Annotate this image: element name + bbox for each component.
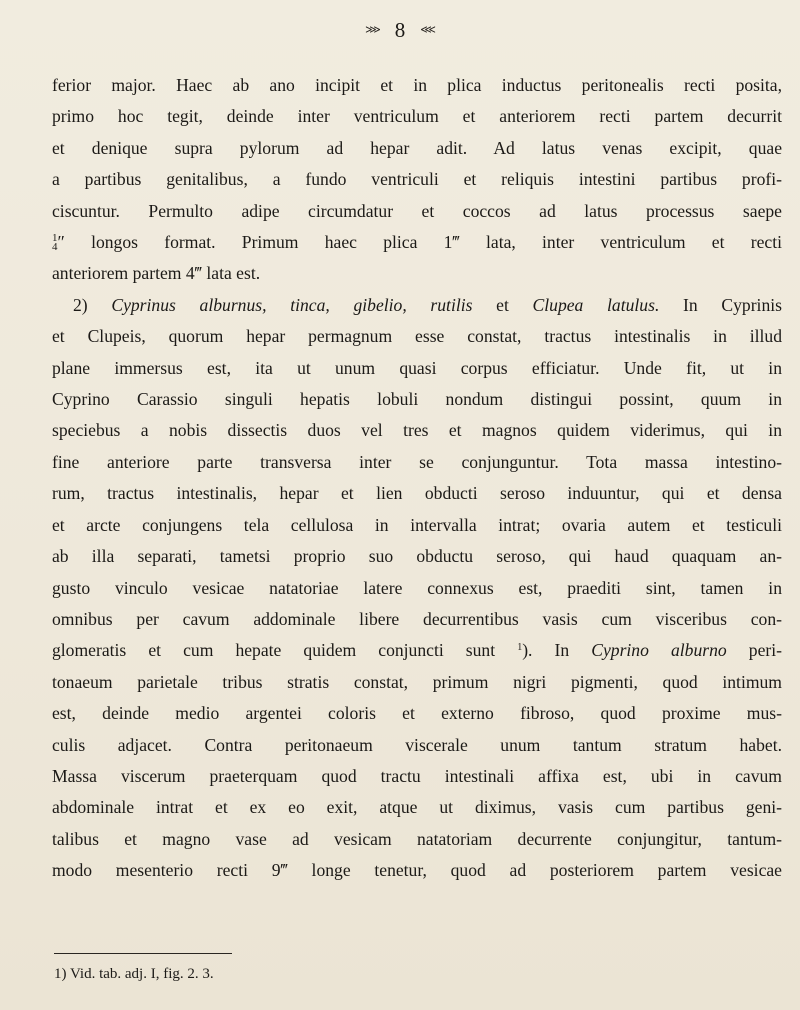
text-line-5: ciscuntur. Permulto adipe circumdatur et coccos ad latus processus saepe — [52, 200, 782, 221]
text-line-19-end: peri- — [726, 640, 782, 661]
text-line-24: abdominale intrat et ex eo exit, atque ut diximus, vasis cum partibus geni- — [52, 797, 782, 818]
text-line-7: anteriorem partem 4‴ lata est. — [52, 263, 261, 284]
text-line-6-body: ″ longos format. Primum haec plica 1‴ lata, inter ventriculum et recti — [57, 232, 782, 253]
text-line-19 — [52, 635, 782, 666]
text-line-19-mid: ). In — [522, 640, 592, 661]
text-line-19-start: glomeratis et cum hepate quidem conjuncti sunt — [52, 640, 518, 661]
text-line-15: et arcte conjungens tela cellulosa in intervalla intrat; ovaria autem et testiculi — [52, 514, 782, 535]
page-number: 8 — [394, 18, 406, 43]
text-line-9: et Clupeis, quorum hepar permagnum esse constat, tractus intestinalis in illud — [52, 326, 782, 347]
footnote-divider — [54, 953, 232, 954]
main-text — [52, 70, 782, 887]
text-line-22: culis adjacet. Contra peritonaeum viscerale unum tantum stratum habet. — [52, 734, 782, 755]
text-line-17: gusto vinculo vesicae natatoriae latere connexus est, praediti sint, tamen in — [52, 577, 782, 598]
text-line-11: Cyprino Carassio singuli hepatis lobuli nondum distingui possint, quum in — [52, 389, 782, 410]
species-clupea: Clupea latulus. — [532, 294, 660, 315]
text-line-1: ferior major. Haec ab ano incipit et in plica inductus peritonealis recti posita, — [52, 75, 782, 95]
text-line-23: Massa viscerum praeterquam quod tractu intestinali affixa est, ubi in cavum — [52, 765, 782, 786]
text-line-2: primo hoc tegit, deinde inter ventriculum et anteriorem recti partem decurrit — [52, 106, 782, 127]
text-line-14: rum, tractus intestinalis, hepar et lien obducti seroso induuntur, qui et densa — [52, 483, 782, 504]
species-cyprino-alburno: Cyprino alburno — [591, 640, 727, 661]
text-line-13: fine anteriore parte transversa inter se conjunguntur. Tota massa intestino- — [52, 451, 782, 472]
fraction-numerator: 1 — [52, 232, 58, 245]
footnote-reference: 1 — [517, 642, 523, 654]
text-line-16: ab illa separati, tametsi proprio suo obductu seroso, qui haud quaquam an- — [52, 546, 782, 567]
text-line-8-conj: et — [472, 294, 533, 315]
text-line-12: speciebus a nobis dissectis duos vel tres et magnos quidem viderimus, qui in — [52, 420, 782, 441]
page-header — [0, 16, 800, 43]
species-names: Cyprinus alburnus, tinca, gibelio, rutilis — [111, 294, 473, 315]
text-line-8 — [52, 290, 782, 321]
text-line-26: modo mesenterio recti 9‴ longe tenetur, quod ad posteriorem partem vesicae — [52, 860, 782, 881]
text-line-20: tonaeum parietale tribus stratis constat, primum nigri pigmenti, quod intimum — [52, 671, 782, 692]
fraction-denominator: 4 — [52, 241, 58, 254]
text-line-25: talibus et magno vase ad vesicam natatoriam decurrente conjungitur, tantum- — [52, 828, 782, 849]
header-ornament-left: ⋙ — [365, 24, 380, 37]
text-line-18: omnibus per cavum addominale libere decurrentibus vasis cum visceribus con- — [52, 608, 782, 629]
text-line-21: est, deinde medio argentei coloris et externo fibroso, quod proxime mus- — [52, 703, 782, 724]
header-ornament-right: ⋘ — [420, 24, 435, 37]
text-line-4: a partibus genitalibus, a fundo ventriculi et reliquis intestini partibus profi- — [52, 169, 782, 190]
text-line-3: et denique supra pylorum ad hepar adit. Ad latus venas excipit, quae — [52, 137, 782, 158]
footnote: 1) Vid. tab. adj. I, fig. 2. 3. — [54, 966, 214, 982]
text-line-10: plane immersus est, ita ut unum quasi corpus efficiatur. Unde fit, ut in — [52, 357, 782, 378]
text-line-6 — [52, 227, 782, 258]
section-number: 2) — [73, 294, 112, 315]
text-line-8-end: In Cyprinis — [659, 294, 782, 315]
